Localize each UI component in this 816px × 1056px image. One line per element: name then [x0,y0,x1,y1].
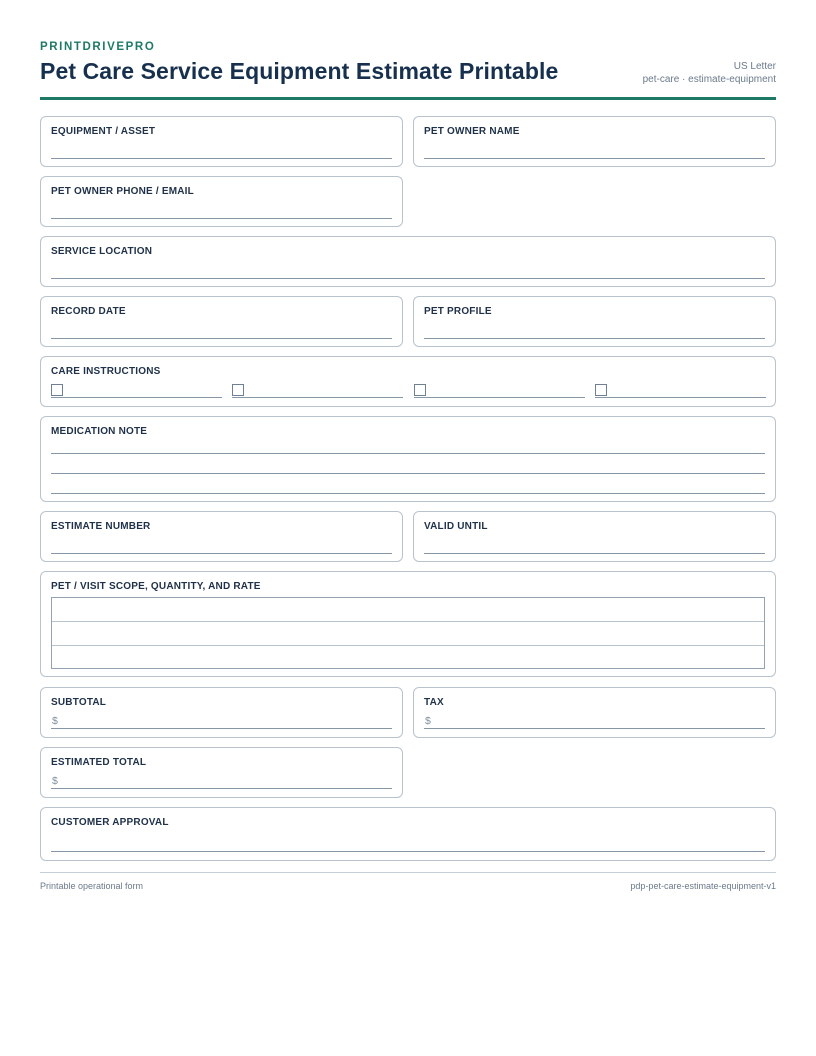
record-date-label: RECORD DATE [51,306,126,317]
scope-table-label: PET / VISIT SCOPE, QUANTITY, AND RATE [51,581,261,592]
care-instructions-label: CARE INSTRUCTIONS [51,366,161,377]
equipment-asset-label: EQUIPMENT / ASSET [51,126,156,137]
tax-field [413,687,776,738]
pet-owner-name-field [413,116,776,167]
care-instruction-option-3 [414,384,585,400]
pet-profile-field [413,296,776,347]
care-instruction-option-2 [232,384,403,400]
subtotal-field [40,687,403,738]
care-instruction-line-1[interactable] [51,397,222,398]
care-instruction-option-1 [51,384,222,400]
care-instruction-line-2[interactable] [232,397,403,398]
equipment-asset-field [40,116,403,167]
estimated-total-label: ESTIMATED TOTAL [51,757,147,768]
paper-size: US Letter [733,61,776,72]
record-date-input-line[interactable] [51,338,392,339]
service-location-input-line[interactable] [51,278,765,279]
header-divider [40,97,776,100]
pet-owner-phone-email-field [40,176,403,227]
tax-label: TAX [424,697,444,708]
pet-owner-phone-email-label: PET OWNER PHONE / EMAIL [51,186,194,197]
record-date-field [40,296,403,347]
pet-owner-phone-email-input-line[interactable] [51,218,392,219]
medication-note-line-3[interactable] [51,493,765,494]
brand-name: PRINTDRIVEPRO [40,41,156,53]
care-instruction-checkbox-1[interactable] [51,384,63,396]
care-instruction-checkbox-3[interactable] [414,384,426,396]
valid-until-label: VALID UNTIL [424,521,488,532]
tax-input-line[interactable] [424,728,765,729]
page-title: Pet Care Service Equipment Estimate Printable [40,58,559,84]
service-location-field [40,236,776,287]
tax-currency-symbol: $ [425,715,431,727]
scope-table-row-divider-2 [52,645,764,646]
estimated-total-field [40,747,403,798]
care-instruction-line-4[interactable] [595,397,766,398]
document-meta [643,60,776,86]
estimate-number-field [40,511,403,562]
care-instructions-field [40,356,776,407]
medication-note-line-2[interactable] [51,473,765,474]
care-instruction-checkbox-2[interactable] [232,384,244,396]
subtotal-input-line[interactable] [51,728,392,729]
footer-divider [40,872,776,873]
pet-profile-input-line[interactable] [424,338,765,339]
medication-note-field [40,416,776,502]
estimated-total-currency-symbol: $ [52,775,58,787]
subtotal-label: SUBTOTAL [51,697,107,708]
valid-until-input-line[interactable] [424,553,765,554]
customer-approval-label: CUSTOMER APPROVAL [51,817,169,828]
estimate-number-input-line[interactable] [51,553,392,554]
care-instruction-option-4 [595,384,766,400]
scope-table-field [40,571,776,677]
estimated-total-input-line[interactable] [51,788,392,789]
equipment-asset-input-line[interactable] [51,158,392,159]
customer-approval-signature-line[interactable] [51,851,765,852]
subtotal-currency-symbol: $ [52,715,58,727]
customer-approval-field [40,807,776,861]
valid-until-field [413,511,776,562]
document-tags: pet-care · estimate-equipment [642,74,776,85]
care-instruction-checkbox-4[interactable] [595,384,607,396]
pet-profile-label: PET PROFILE [424,306,492,317]
pet-owner-name-label: PET OWNER NAME [424,126,520,137]
scope-table-row-divider-1 [52,621,764,622]
pet-owner-name-input-line[interactable] [424,158,765,159]
estimate-number-label: ESTIMATE NUMBER [51,521,151,532]
medication-note-line-1[interactable] [51,453,765,454]
footer-form-id: pdp-pet-care-estimate-equipment-v1 [630,881,776,891]
care-instruction-line-3[interactable] [414,397,585,398]
scope-table-grid [51,597,765,669]
medication-note-label: MEDICATION NOTE [51,426,148,437]
service-location-label: SERVICE LOCATION [51,246,153,257]
footer-description: Printable operational form [40,881,144,891]
